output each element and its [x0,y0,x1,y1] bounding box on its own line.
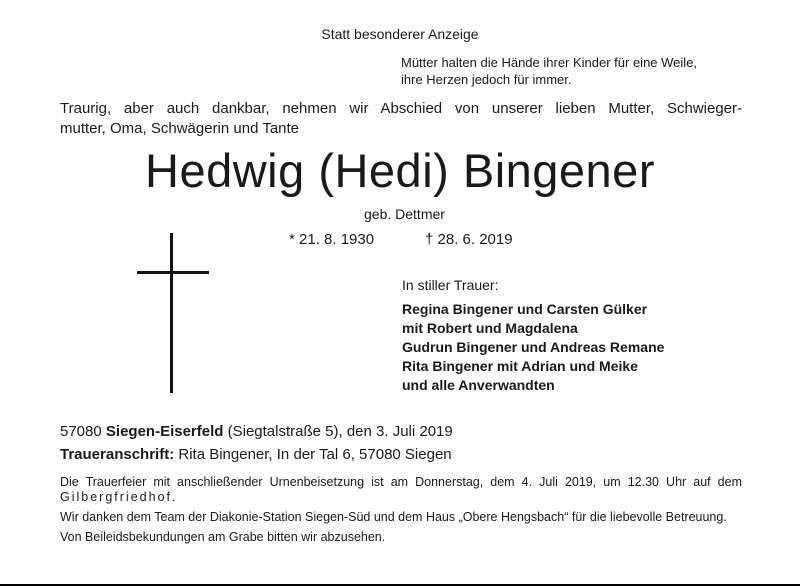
motto-quote [401,54,697,88]
address-value: Rita Bingener, In der Tal 6, 57080 Siegen [178,446,452,463]
place-zip: 57080 [60,423,102,440]
funeral-note-suffix: . [172,490,176,504]
mourning-label: In stiller Trauer: [402,277,499,293]
funeral-note-prefix: Die Trauerfeier mit anschließender Urnenbeisetzung ist am Donnerstag, dem 4. Juli 2019, um 12.30 Uhr auf dem [60,475,742,489]
motto-line-1: Mütter halten die Hände ihrer Kinder für eine Weile, [401,55,698,70]
thanks-note: Wir danken dem Team der Diakonie-Station Siegen-Süd und dem Haus „Obere Hengsbach“ für die liebevolle Betreuung. [60,510,727,524]
cross-icon [137,233,209,393]
death-date: † 28. 6. 2019 [425,231,513,248]
deceased-name: Hedwig (Hedi) Bingener [145,144,655,197]
mourner-line: und alle Anverwandten [402,377,555,393]
address-label: Traueranschrift: [60,446,175,463]
motto-line-2: ihre Herzen jedoch für immer. [401,72,572,87]
birth-name: geb. Dettmer [364,206,445,222]
condolence-note: Von Beileidsbekundungen am Grabe bitten wir abzusehen. [60,530,386,544]
mourner-line: Gudrun Bingener und Andreas Remane [402,339,665,355]
birth-date: * 21. 8. 1930 [289,231,375,248]
place-rest: (Siegtalstraße 5), den 3. Juli 2019 [227,423,453,440]
mourner-line: Regina Bingener und Carsten Gülker [402,301,648,317]
funeral-note [60,475,742,505]
place-date-line [60,423,453,440]
mourner-line: mit Robert und Magdalena [402,320,578,336]
intro-line-1: Traurig, aber auch dankbar, nehmen wir Abschied von unserer lieben Mutter, Schwieger- [60,100,742,117]
intro-line-2: mutter, Oma, Schwägerin und Tante [60,120,300,137]
notice-header: Statt besonderer Anzeige [321,26,479,42]
funeral-place: Gilbergfriedhof [60,490,172,504]
mourner-line: Rita Bingener mit Adrian und Meike [402,358,638,374]
intro-text [60,99,742,139]
mourning-address [60,446,452,463]
place-city: Siegen-Eiserfeld [105,423,224,440]
notes [60,475,742,550]
mourners-list [402,300,664,395]
